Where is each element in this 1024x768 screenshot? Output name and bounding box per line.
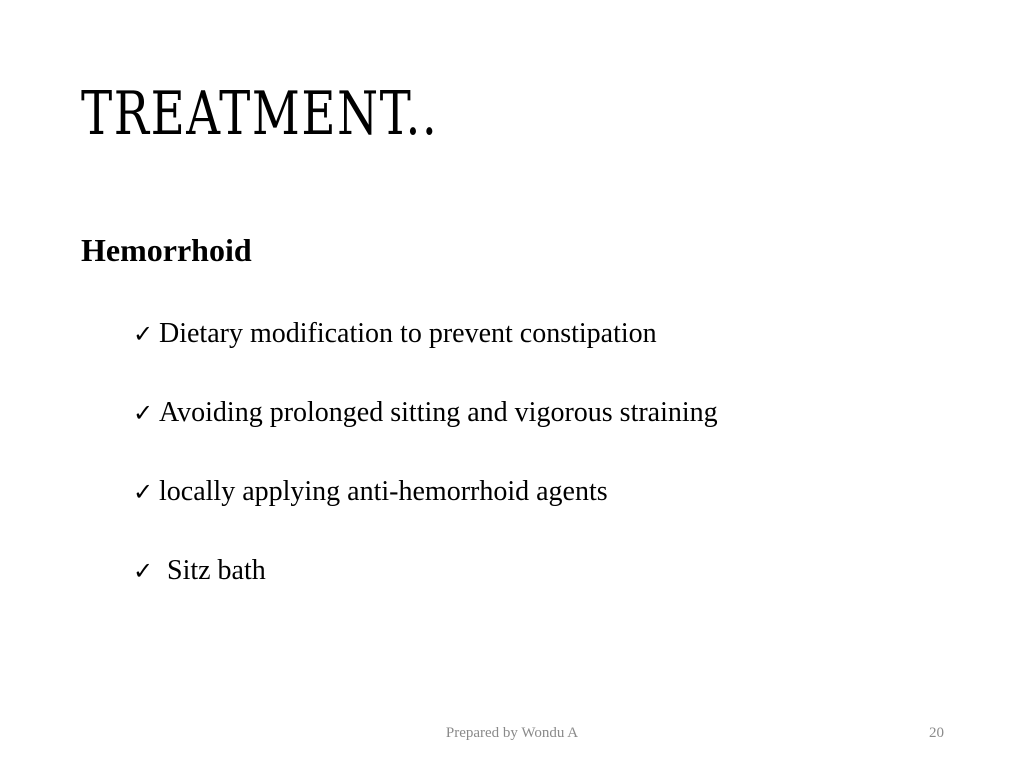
bullet-text: Dietary modification to prevent constipation bbox=[159, 318, 657, 349]
list-item bbox=[133, 470, 718, 549]
section-heading: Hemorrhoid bbox=[81, 232, 252, 268]
slide-title: TREATMENT.. bbox=[81, 79, 439, 149]
list-item bbox=[133, 312, 718, 391]
page-number: 20 bbox=[929, 725, 944, 741]
check-icon: ✓ bbox=[133, 478, 154, 506]
list-item bbox=[133, 391, 718, 470]
list-item bbox=[133, 549, 718, 628]
bullet-list bbox=[133, 312, 718, 628]
bullet-text: Avoiding prolonged sitting and vigorous straining bbox=[159, 397, 718, 428]
footer-text: Prepared by Wondu A bbox=[445, 725, 579, 741]
bullet-text: locally applying anti-hemorrhoid agents bbox=[159, 476, 608, 507]
check-icon: ✓ bbox=[133, 399, 154, 427]
bullet-text: Sitz bath bbox=[167, 555, 266, 586]
check-icon: ✓ bbox=[133, 557, 154, 585]
check-icon: ✓ bbox=[133, 320, 154, 348]
